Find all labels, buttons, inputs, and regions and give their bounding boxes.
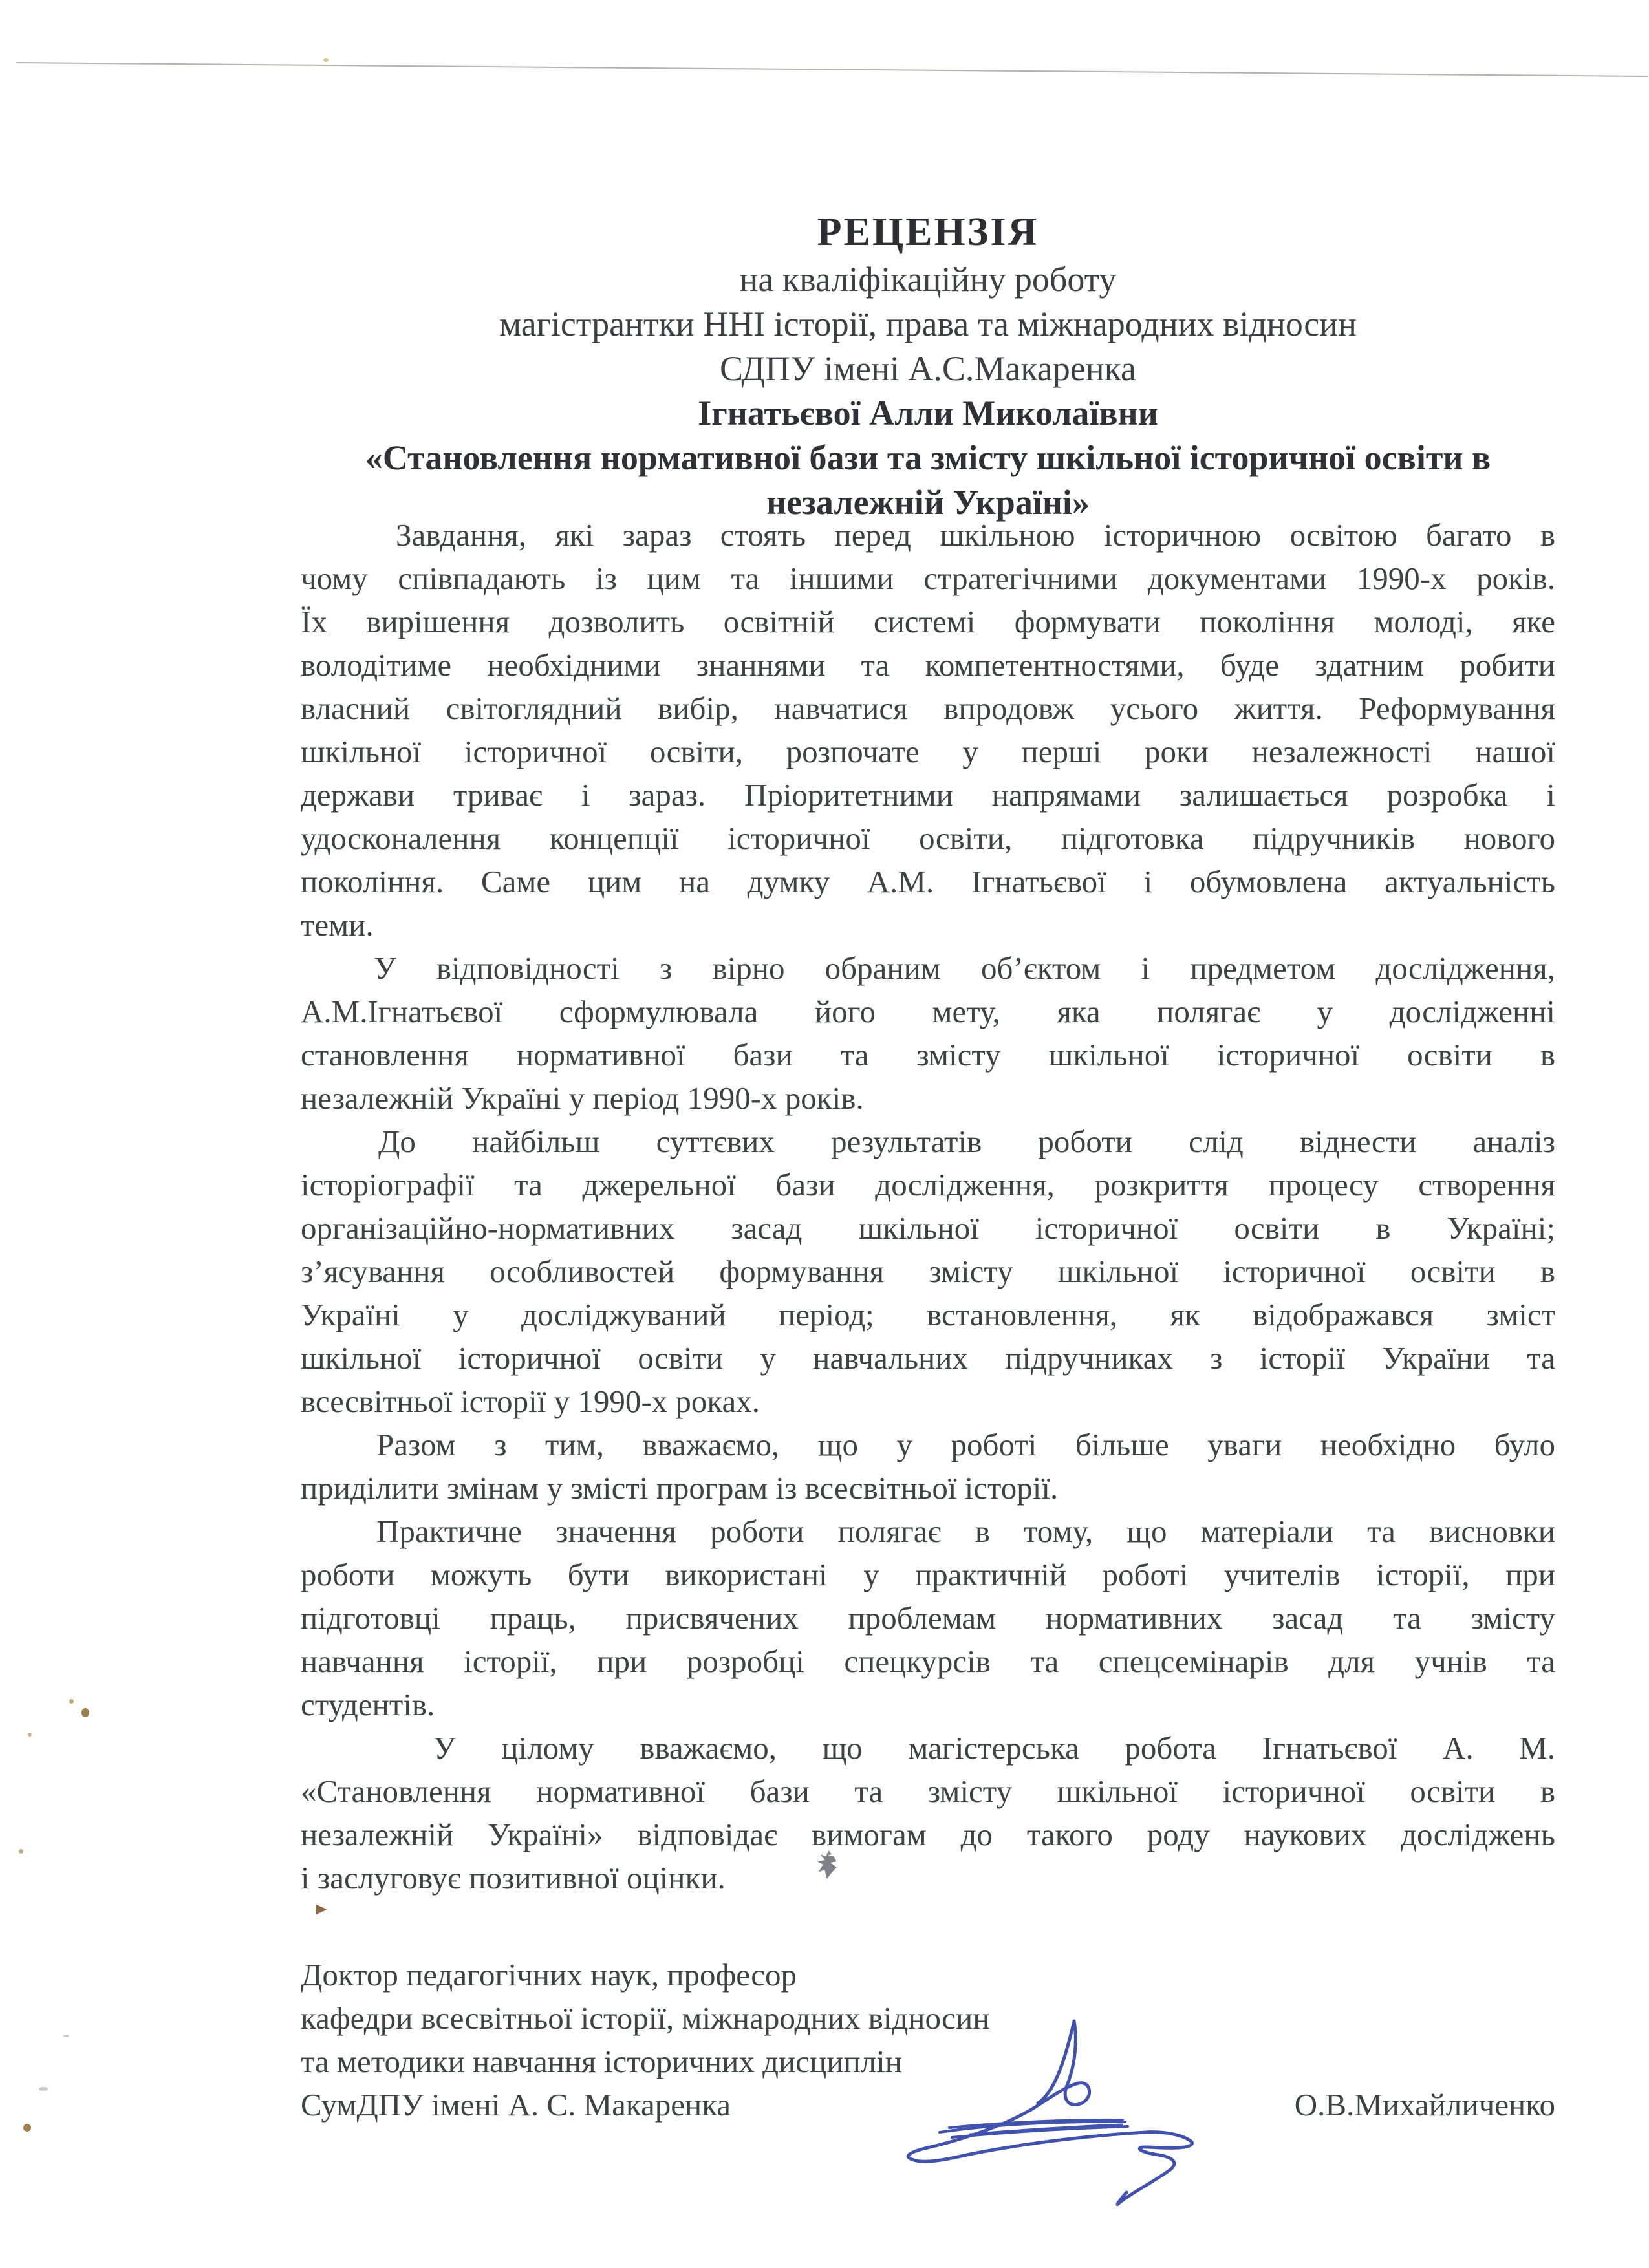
paragraph-2-line-2: А.М.Ігнатьєвої сформулювала його мету, яка полягає у дослідженні — [301, 994, 1555, 1029]
paragraph-1-line-2: чому співпадають із цим та іншими стратегічними документами 1990-х років. — [301, 561, 1555, 596]
dust-speck-9 — [23, 2124, 31, 2132]
dust-speck-3 — [81, 1708, 89, 1717]
paragraph-1-line-7: держави триває і зараз. Пріоритетними напрямами залишається розробка і — [301, 777, 1555, 813]
paragraph-5-line-2: роботи можуть бути використані у практичній роботі учителів історії, при — [301, 1557, 1555, 1592]
signer-title-line-1: Доктор педагогічних наук, професор — [301, 1957, 797, 1993]
paragraph-2-line-4: незалежній Україні у період 1990-х років. — [301, 1080, 864, 1116]
dust-speck-5 — [19, 1849, 23, 1854]
signature-block — [301, 1953, 1555, 2126]
header-line-7: незалежній Україні» — [766, 483, 1090, 522]
dust-speck-7 — [63, 2035, 69, 2037]
paragraph-1-line-10: теми. — [301, 907, 374, 943]
paragraph-3-line-7: всесвітньої історії у 1990-х роках. — [301, 1384, 760, 1419]
paragraph-1-line-5: власний світоглядний вибір, навчатися впродовж усього життя. Реформування — [301, 690, 1555, 726]
paragraph-3-line-3: організаційно-нормативних засад шкільної історичної освіти в Україні; — [301, 1210, 1555, 1246]
paragraph-6-line-2: «Становлення нормативної бази та змісту шкільної історичної освіти в — [301, 1773, 1555, 1809]
paragraph-1-line-6: шкільної історичної освіти, розпочате у перші роки незалежності нашої — [301, 734, 1555, 769]
signature-row — [301, 2083, 1555, 2126]
paragraph-4-line-1: Разом з тим, вважаємо, що у роботі більше уваги необхідно було — [376, 1427, 1555, 1462]
paragraph-5-line-5: студентів. — [301, 1687, 435, 1722]
paragraph-3-line-2: історіографії та джерельної бази дослідження, розкриття процесу створення — [301, 1167, 1555, 1203]
signer-title-line-2: кафедри всесвітньої історії, міжнародних відносин — [301, 2000, 990, 2036]
paragraph-4-line-2: приділити змінам у змісті програм із всесвітньої історії. — [301, 1470, 1059, 1506]
header-line-2: на кваліфікаційну роботу — [739, 260, 1117, 299]
scan-hairline — [0, 0, 1649, 91]
document-header — [301, 207, 1555, 525]
paragraph-1-line-8: удосконалення концепції історичної освіти, підготовка підручників нового — [301, 820, 1555, 856]
header-line-6: «Становлення нормативної бази та змісту шкільної історичної освіти в — [365, 438, 1491, 477]
dust-speck-1 — [323, 58, 329, 62]
paragraph-3-line-1: До найбільш суттєвих результатів роботи слід віднести аналіз — [378, 1124, 1555, 1159]
paragraph-1-line-3: Їх вирішення дозволить освітній системі формувати покоління молоді, яке — [301, 604, 1555, 639]
paragraph-1-line-1: Завдання, які зараз стоять перед шкільною історичною освітою багато в — [396, 517, 1555, 553]
paragraph-1-line-9: покоління. Саме цим на думку А.М. Ігнатьєвої і обумовлена актуальність — [301, 864, 1555, 899]
dust-speck-6 — [316, 1905, 327, 1914]
dust-speck-8 — [39, 2087, 48, 2091]
document-body — [301, 513, 1555, 1899]
paragraph-6-line-1: У цілому вважаємо, що магістерська робота Ігнатьєвої А. М. — [433, 1730, 1555, 1766]
paragraph-6-line-3: незалежній Україні» відповідає вимогам до такого роду наукових досліджень — [301, 1817, 1555, 1852]
dust-speck-2 — [69, 1699, 74, 1704]
paragraph-1-line-4: володітиме необхідними знаннями та компетентностями, буде здатним робити — [301, 647, 1555, 683]
paragraph-2-line-1: У відповідності з вірно обраним об’єктом і предметом дослідження, — [374, 950, 1555, 986]
header-line-3: магістрантки ННІ історії, права та міжнародних відносин — [499, 305, 1357, 343]
signer-title-lines — [301, 1953, 1555, 2083]
paragraph-3-line-5: Україні у досліджуваний період; встановлення, як відображався зміст — [301, 1297, 1555, 1332]
paragraph-5-line-1: Практичне значення роботи полягає в тому, що матеріали та висновки — [376, 1514, 1555, 1549]
dust-speck-4 — [28, 1733, 32, 1737]
signer-university: СумДПУ імені А. С. Макаренка — [301, 2087, 731, 2123]
paragraph-5-line-3: підготовці праць, присвячених проблемам нормативних засад та змісту — [301, 1600, 1555, 1636]
paragraph-5-line-4: навчання історії, при розробці спецкурсів та спецсемінарів для учнів та — [301, 1643, 1555, 1679]
paragraph-6-line-4: і заслуговує позитивної оцінки. — [301, 1860, 726, 1896]
signer-title-line-3: та методики навчання історичних дисциплін — [301, 2044, 902, 2079]
paragraph-3-line-4: з’ясування особливостей формування змісту шкільної історичної освіти в — [301, 1254, 1555, 1289]
signer-name: О.В.Михайличенко — [1294, 2087, 1555, 2123]
header-line-5: Ігнатьєвої Алли Миколаївни — [698, 394, 1158, 433]
header-line-4: СДПУ імені А.С.Макаренка — [719, 349, 1137, 388]
paragraph-3-line-6: шкільної історичної освіти у навчальних підручниках з історії України та — [301, 1340, 1555, 1376]
paragraph-2-line-3: становлення нормативної бази та змісту шкільної історичної освіти в — [301, 1037, 1555, 1073]
header-line-1: РЕЦЕНЗІЯ — [817, 210, 1039, 254]
